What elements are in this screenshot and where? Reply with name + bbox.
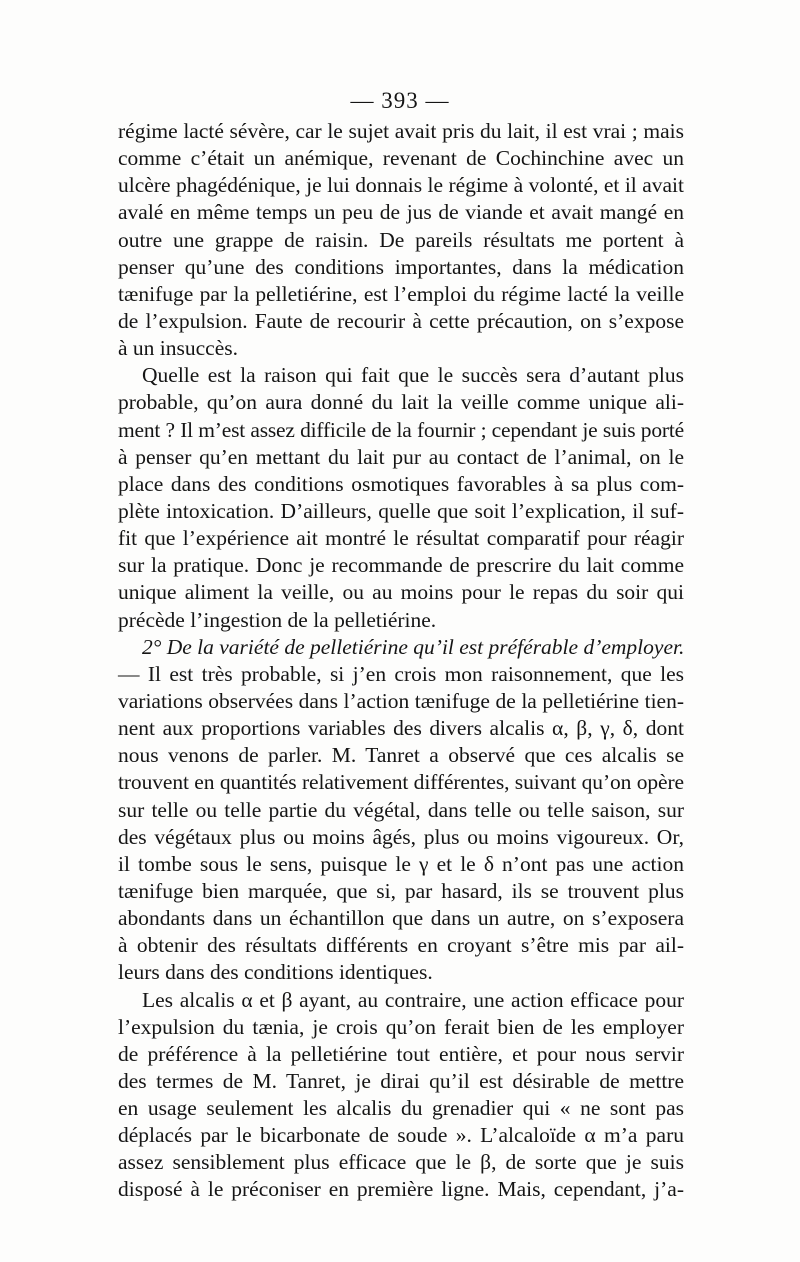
text-line: nent aux proportions variables des divers alcalis α, β, γ, δ, dont bbox=[118, 716, 684, 741]
text-line: ment ? Il m’est assez difficile de la fournir ; cependant je suis porté bbox=[118, 417, 684, 442]
text-line: à obtenir des résultats différents en croyant s’être mis par ail- bbox=[118, 933, 684, 958]
text-line: de préférence à la pelletiérine tout entière, et pour nous servir bbox=[118, 1041, 684, 1066]
text-line: avalé en même temps un peu de jus de viande et avait mangé en bbox=[118, 200, 684, 225]
text-line: ulcère phagédénique, je lui donnais le régime à volonté, et il avait bbox=[118, 173, 684, 198]
text-line: précède l’ingestion de la pelletiérine. bbox=[118, 607, 437, 632]
text-line: plète intoxication. D’ailleurs, quelle que soit l’explication, il suf- bbox=[118, 498, 684, 523]
text-line: l’expulsion du tænia, je crois qu’on ferait bien de les employer bbox=[118, 1014, 684, 1039]
text-line: nous venons de parler. M. Tanret a observé que ces alcalis se bbox=[118, 743, 684, 768]
text-line: il tombe sous le sens, puisque le γ et le δ n’ont pas une action bbox=[118, 851, 684, 876]
text-line: fit que l’expérience ait montré le résultat comparatif pour réagir bbox=[118, 526, 684, 551]
text-line: déplacés par le bicarbonate de soude ». L’alcaloïde α m’a paru bbox=[118, 1123, 684, 1148]
text-line: disposé à le préconiser en première ligne. Mais, cependant, j’a- bbox=[118, 1177, 684, 1202]
text-line: Quelle est la raison qui fait que le succès sera d’autant plus bbox=[142, 363, 684, 388]
text-line: Les alcalis α et β ayant, au contraire, une action efficace pour bbox=[142, 987, 684, 1012]
text-line: de l’expulsion. Faute de recourir à cette précaution, on s’expose bbox=[118, 308, 684, 333]
text-line: en usage seulement les alcalis du grenadier qui « ne sont pas bbox=[118, 1096, 684, 1121]
text-line: place dans des conditions osmotiques favorables à sa plus com- bbox=[118, 471, 684, 496]
text-line: à un insuccès. bbox=[118, 336, 239, 361]
text-line: trouvent en quantités relativement différentes, suivant qu’on opère bbox=[118, 770, 684, 795]
text-line: des termes de M. Tanret, je dirai qu’il est désirable de mettre bbox=[118, 1068, 684, 1093]
text-line: assez sensiblement plus efficace que le β, de sorte que je suis bbox=[118, 1150, 684, 1175]
page-number: — 393 — bbox=[350, 88, 450, 113]
text-line: sur la pratique. Donc je recommande de prescrire du lait comme bbox=[118, 553, 684, 578]
text-line: comme c’était un anémique, revenant de Cochinchine avec un bbox=[118, 146, 684, 171]
text-line: tænifuge par la pelletiérine, est l’emploi du régime lacté la veille bbox=[118, 281, 684, 306]
text-line: — Il est très probable, si j’en crois mon raisonnement, que les bbox=[118, 661, 684, 686]
text-line: probable, qu’on aura donné du lait la veille comme unique ali- bbox=[118, 390, 684, 415]
text-line: penser qu’une des conditions importantes, dans la médication bbox=[118, 254, 684, 279]
section-heading: 2° De la variété de pelletiérine qu’il est préférable d’employer. bbox=[142, 634, 685, 659]
text-line: unique aliment la veille, ou au moins pour le repas du soir qui bbox=[118, 580, 684, 605]
text-line: abondants dans un échantillon que dans un autre, on s’exposera bbox=[118, 906, 684, 931]
text-line: tænifuge bien marquée, que si, par hasard, ils se trouvent plus bbox=[118, 878, 684, 903]
text-line: sur telle ou telle partie du végétal, dans telle ou telle saison, sur bbox=[118, 797, 684, 822]
text-line: des végétaux plus ou moins âgés, plus ou moins vigoureux. Or, bbox=[118, 824, 684, 849]
text-line: outre une grappe de raisin. De pareils résultats me portent à bbox=[118, 227, 684, 252]
text-line: régime lacté sévère, car le sujet avait pris du lait, il est vrai ; mais bbox=[118, 119, 684, 143]
body-text bbox=[118, 118, 684, 1204]
text-line: à penser qu’en mettant du lait pur au contact de l’animal, on le bbox=[118, 444, 684, 469]
text-line: leurs dans des conditions identiques. bbox=[118, 960, 433, 985]
text-line: variations observées dans l’action tænifuge de la pelletiérine tien- bbox=[118, 688, 684, 713]
